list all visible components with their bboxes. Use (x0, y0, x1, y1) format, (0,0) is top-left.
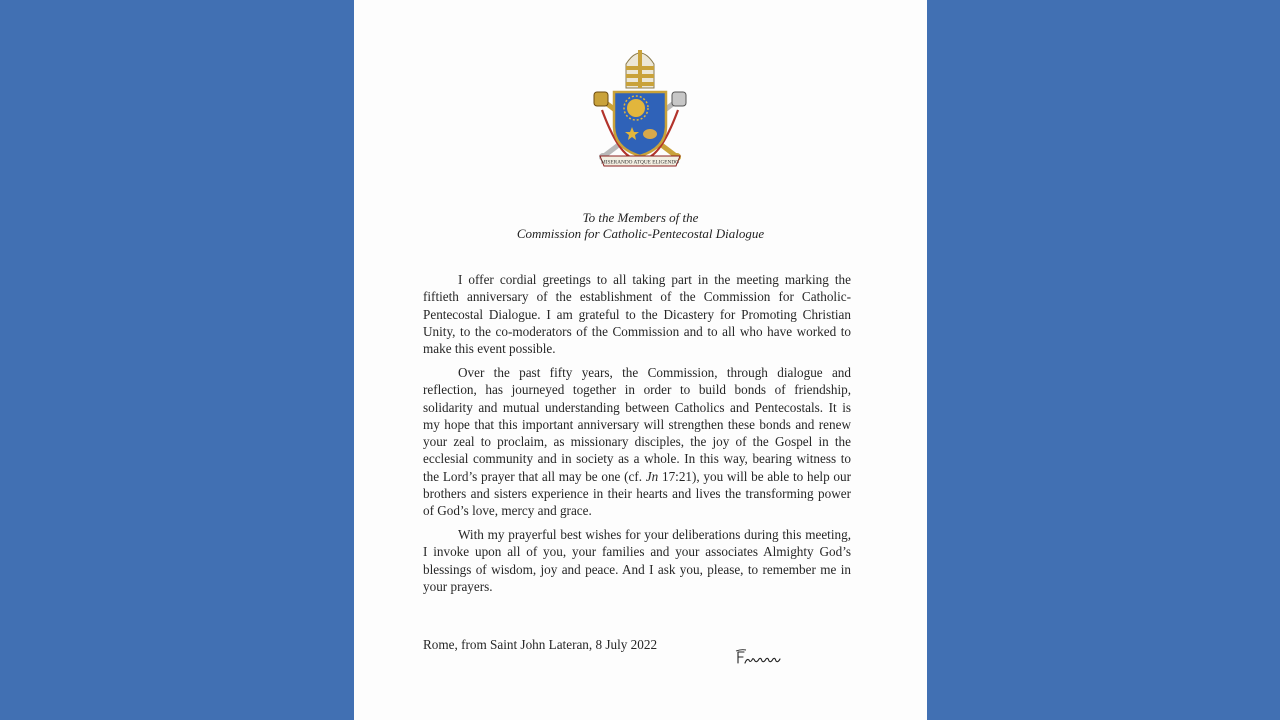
papal-coat-of-arms (592, 44, 688, 174)
mitre-icon (626, 50, 654, 88)
salutation-line-2: Commission for Catholic-Pentecostal Dialogue (516, 225, 765, 241)
letter-body (423, 271, 851, 602)
paragraph-3: With my prayerful best wishes for your deliberations during this meeting, I invoke upon all of you, your families and your associates Almighty God’s blessings of wisdom, joy and peace. And I ask you, please, to remember me in your prayers. (423, 527, 851, 595)
paragraph-2: Over the past fifty years, the Commission, through dialogue and reflection, has journeyed together in order to build bonds of friendship, solidarity and mutual understanding between Catholics and Pentecostals. It is my hope that this important anniversary will strengthen these bonds and renew your zeal to proclaim, as missionary disciples, the joy of the Gospel in the ecclesial community and in society as a whole. In this way, bearing witness to the Lord’s prayer that all may be one (cf. Jn 17:21), you will be able to help our brothers and sisters experience in their hearts and lives the transforming power of God’s love, mercy and grace. (423, 364, 851, 519)
salutation (354, 210, 927, 241)
dateline: Rome, from Saint John Lateran, 8 July 2022 (423, 637, 658, 652)
scripture-book-abbrev: Jn (645, 468, 659, 484)
handwritten-signature (735, 648, 783, 668)
paragraph-1: I offer cordial greetings to all taking part in the meeting marking the fiftieth anniversary of the establishment of the Commission for Catholic-Pentecostal Dialogue. I am grateful to the Dicastery for Promoting Christian Unity, to the co-moderators of the Commission and to all who have worked to make this event possible. (423, 272, 851, 357)
salutation-line-1: To the Members of the (582, 210, 699, 225)
motto-ribbon (600, 156, 680, 166)
letter-page (354, 0, 927, 720)
motto-text: MISERANDO ATQUE ELIGENDO (601, 159, 679, 166)
shield-icon (614, 92, 666, 156)
